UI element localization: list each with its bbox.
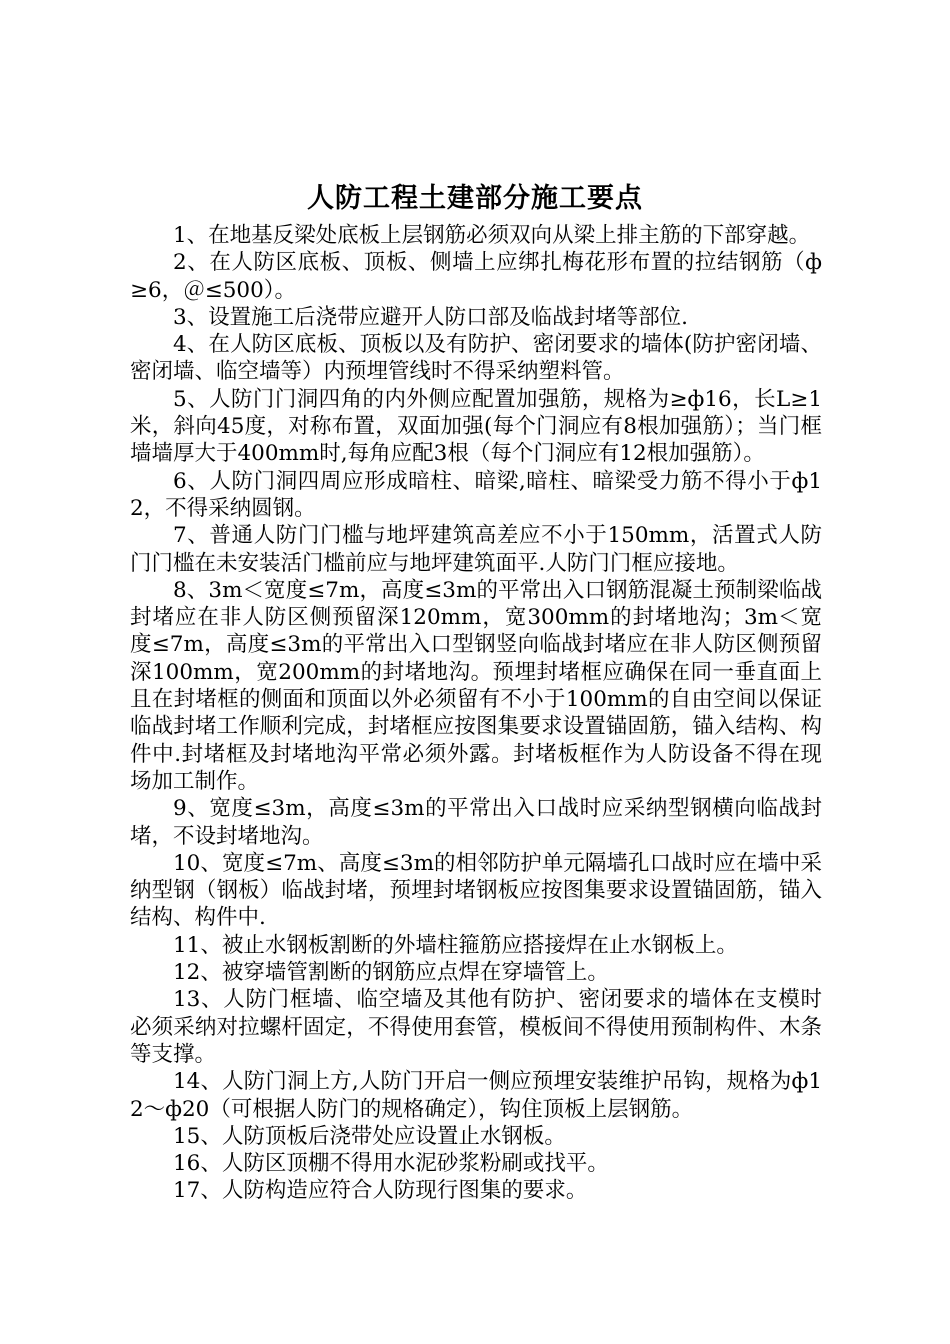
paragraph-4: 4、在人防区底板、顶板以及有防护、密闭要求的墙体(防护密闭墙、密闭墙、临空墙等）内预埋管线时不得采纳塑料管。 (130, 332, 822, 385)
paragraph-8: 8、3m＜宽度≤7m，高度≤3m的平常出入口钢筋混凝土预制梁临战封堵应在非人防区侧预留深120mm，宽300mm的封堵地沟；3m＜宽度≤7m，高度≤3m的平常出入口型钢竖向临战封堵应在非人防区侧预留深100mm，宽200mm的封堵地沟。预埋封堵框应确保在同一垂直面上且在封堵框的侧面和顶面以外必须留有不小于100mm的自由空间以保证临战封堵工作顺利完成，封堵框应按图集要求设置锚固筋，锚入结构、构件中.封堵框及封堵地沟平常必须外露。封堵板框作为人防设备不得在现场加工制作。 (130, 577, 822, 794)
paragraph-2: 2、在人防区底板、顶板、侧墙上应绑扎梅花形布置的拉结钢筋（ф≥6，＠≤500）。 (130, 250, 822, 303)
paragraph-5: 5、人防门门洞四角的内外侧应配置加强筋，规格为≥ф16，长L≥1米，斜向45度，对称布置，双面加强(每个门洞应有8根加强筋）；当门框墙墙厚大于400mm时,每角应配3根（每个门洞应有12根加强筋）。 (130, 386, 822, 467)
document-body (130, 222, 822, 1205)
paragraph-7: 7、普通人防门门槛与地坪建筑高差应不小于150mm，活置式人防门门槛在未安装活门槛前应与地坪建筑面平.人防门门框应接地。 (130, 523, 822, 576)
paragraph-12: 12、被穿墙管割断的钢筋应点焊在穿墙管上。 (173, 960, 609, 986)
paragraph-16: 16、人防区顶棚不得用水泥砂浆粉刷或找平。 (173, 1151, 609, 1177)
paragraph-3: 3、设置施工后浇带应避开人防口部及临战封堵等部位. (173, 304, 689, 330)
paragraph-9: 9、宽度≤3m，高度≤3m的平常出入口战时应采纳型钢横向临战封堵，不设封堵地沟。 (130, 796, 822, 849)
page-title: 人防工程土建部分施工要点 (307, 183, 643, 214)
paragraph-14: 14、人防门洞上方,人防门开启一侧应预埋安装维护吊钩，规格为ф12～ф20（可根据人防门的规格确定），钩住顶板上层钢筋。 (130, 1069, 822, 1122)
paragraph-17: 17、人防构造应符合人防现行图集的要求。 (173, 1178, 588, 1204)
paragraph-10: 10、宽度≤7m、高度≤3m的相邻防护单元隔墙孔口战时应在墙中采纳型钢（钢板）临战封堵，预埋封堵钢板应按图集要求设置锚固筋，锚入结构、构件中. (130, 850, 822, 931)
paragraph-13: 13、人防门框墙、临空墙及其他有防护、密闭要求的墙体在支模时必须采纳对拉螺杆固定，不得使用套管，模板间不得使用预制构件、木条等支撑。 (130, 987, 822, 1067)
paragraph-1: 1、在地基反梁处底板上层钢筋必须双向从梁上排主筋的下部穿越。 (173, 223, 811, 248)
paragraph-15: 15、人防顶板后浇带处应设置止水钢板。 (173, 1123, 566, 1149)
paragraph-11: 11、被止水钢板割断的外墙柱箍筋应搭接焊在止水钢板上。 (173, 932, 738, 958)
paragraph-6: 6、人防门洞四周应形成暗柱、暗梁,暗柱、暗梁受力筋不得小于ф12，不得采纳圆钢。 (130, 468, 822, 521)
